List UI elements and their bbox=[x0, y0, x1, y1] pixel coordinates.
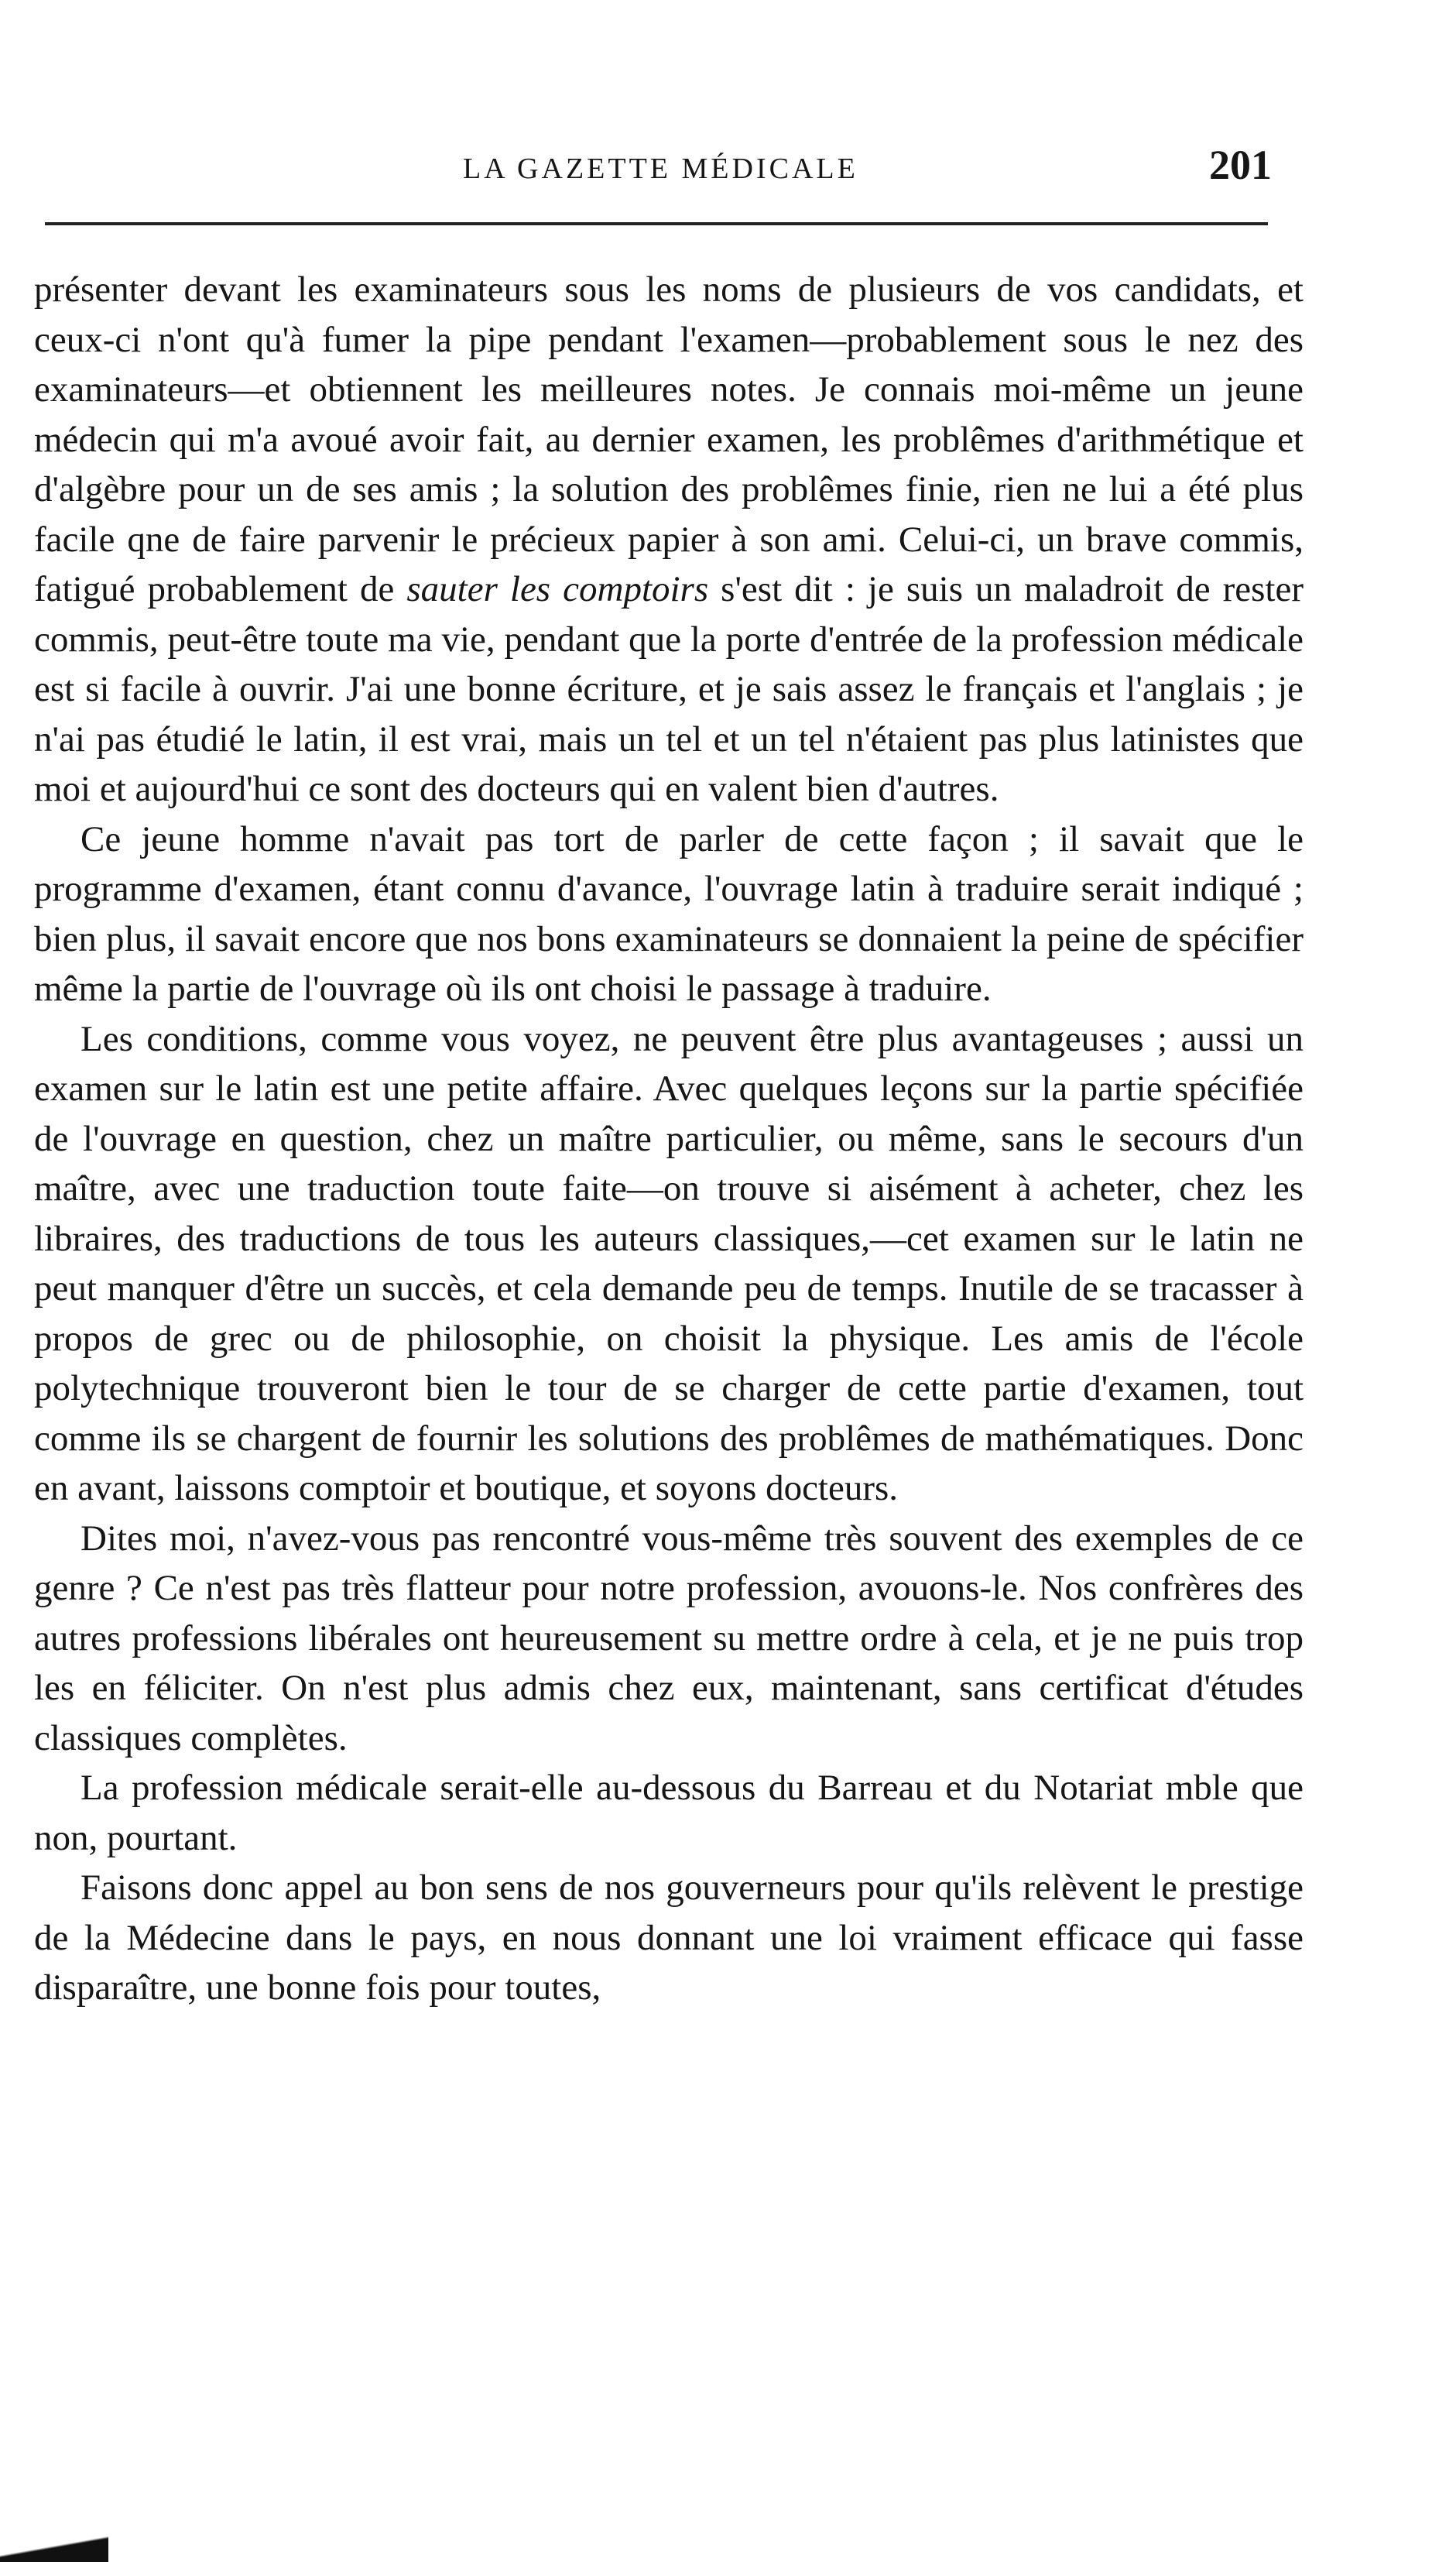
paragraph-6: Faisons donc appel au bon sens de nos gouverneurs pour qu'ils relèvent le prestige de la Médecine dans le pays, en nous donnant une loi vraiment efficace qui fasse disparaître, une bonne fois pour toutes, bbox=[34, 1867, 1304, 2008]
running-title: LA GAZETTE MÉDICALE bbox=[463, 153, 858, 185]
paragraph-1-text-before: présenter devant les examinateurs sous les noms de plusieurs de vos candidats, et ceux-ci n'ont qu'à fumer la pipe pendant l'examen—probablement sous le nez des examinateurs—et obtiennent les meilleures notes. Je connais moi-même un jeune médecin qui m'a avoué avoir fait, au dernier examen, les problêmes d'arithmétique et d'algèbre pour un de ses amis ; la solution des problêmes finie, rien ne lui a été plus facile qne de faire parvenir le précieux papier à son ami. Celui-ci, un brave commis, fatigué probablement de bbox=[34, 269, 1304, 609]
paragraph-1-text-after: s'est dit : je suis un maladroit de rester commis, peut-être toute ma vie, pendant que la porte d'entrée de la profession médicale est si facile à ouvrir. J'ai une bonne écriture, et je sais assez le français et l'anglais ; je n'ai pas étudié le latin, il est vrai, mais un tel et un tel n'étaient pas plus latinistes que moi et aujourd'hui ce sont des docteurs qui en valent bien d'autres. bbox=[34, 569, 1304, 809]
article-body bbox=[34, 265, 1304, 2013]
paragraph-3: Les conditions, comme vous voyez, ne peuvent être plus avantageuses ; aussi un examen sur le latin est une petite affaire. Avec quelques leçons sur la partie spécifiée de l'ouvrage en question, chez un maître particulier, ou même, sans le secours d'un maître, avec une traduction toute faite—on trouve si aisément à acheter, chez les libraires, des traductions de tous les auteurs classiques,—cet examen sur le latin ne peut manquer d'être un succès, et cela demande peu de temps. Inutile de se tracasser à propos de grec ou de philosophie, on choisit la physique. Les amis de l'école polytechnique trouveront bien le tour de se charger de cette partie d'examen, tout comme ils se chargent de fournir les solutions des problêmes de mathématiques. Donc en avant, laissons comptoir et boutique, et soyons docteurs. bbox=[34, 1018, 1304, 1508]
paragraph-1 bbox=[34, 265, 1304, 815]
paragraph-5: La profession médicale serait-elle au-dessous du Barreau et du Notariat mble que non, pourtant. bbox=[34, 1768, 1304, 1858]
paragraph-4: Dites moi, n'avez-vous pas rencontré vous-même très souvent des exemples de ce genre ? Ce n'est pas très flatteur pour notre profession, avouons-le. Nos confrères des autres professions libérales ont heureusement su mettre ordre à cela, et je ne puis trop les en féliciter. On n'est plus admis chez eux, maintenant, sans certificat d'études classiques complètes. bbox=[34, 1518, 1304, 1758]
scan-edge-mark bbox=[0, 2534, 108, 2562]
page-number: 201 bbox=[1209, 142, 1272, 188]
paragraph-2: Ce jeune homme n'avait pas tort de parler de cette façon ; il savait que le programme d'examen, étant connu d'avance, l'ouvrage latin à traduire serait indiqué ; bien plus, il savait encore que nos bons examinateurs se donnaient la peine de spécifier même la partie de l'ouvrage où ils ont choisi le passage à traduire. bbox=[34, 818, 1304, 1009]
header-rule bbox=[45, 222, 1268, 225]
paragraph-1-emphasis: sauter les comptoirs bbox=[406, 569, 709, 609]
